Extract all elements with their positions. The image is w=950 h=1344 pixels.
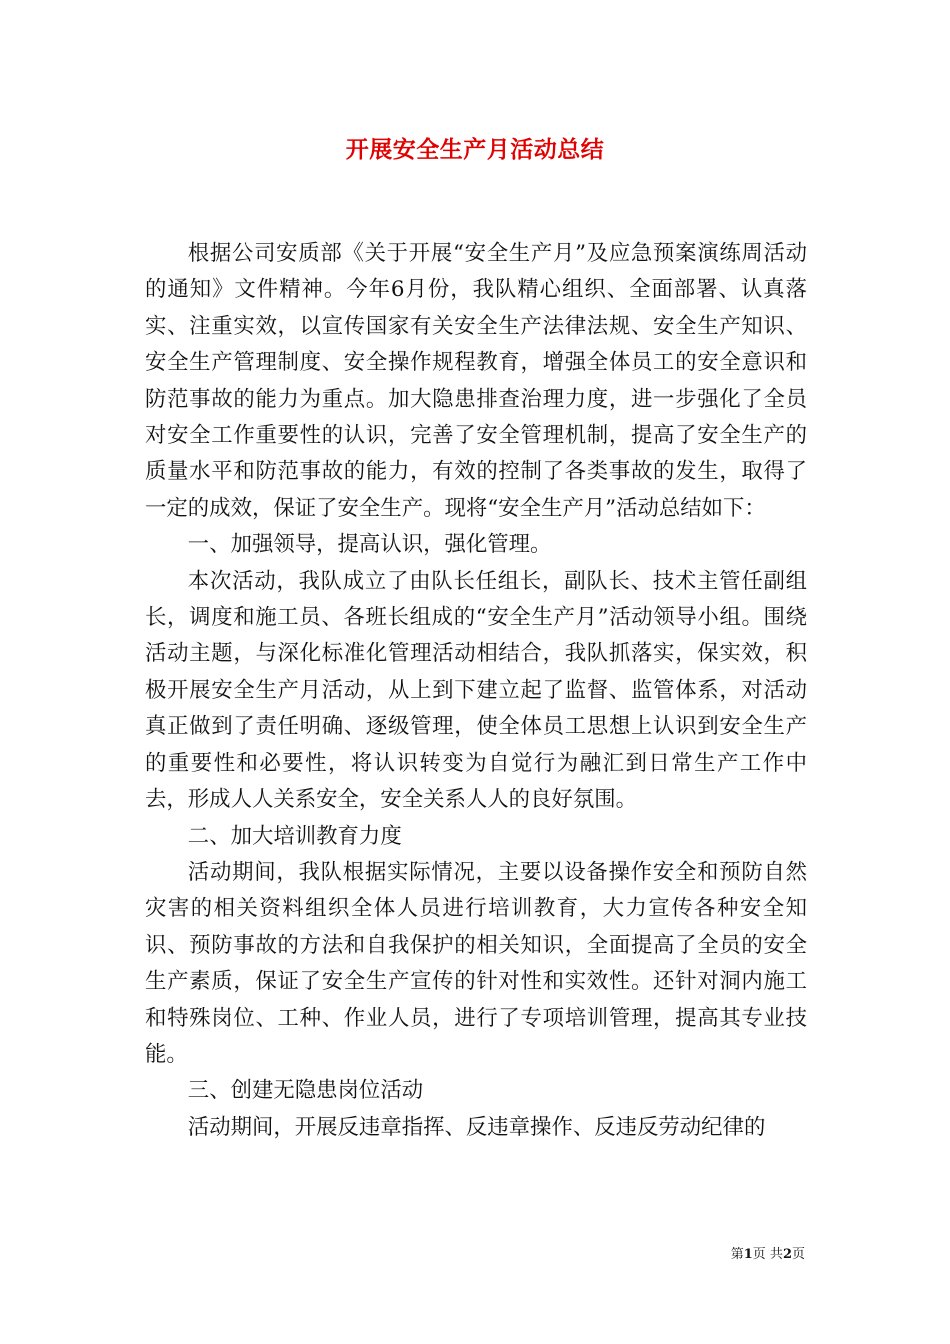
page-prefix: 第 bbox=[730, 1247, 744, 1262]
page-middle: 页 共 bbox=[752, 1247, 783, 1262]
section-heading-2: 二、加大培训教育力度 bbox=[187, 823, 402, 849]
document-body bbox=[145, 236, 807, 1146]
page-number-footer bbox=[731, 1246, 805, 1264]
section-heading-3: 三、创建无隐患岗位活动 bbox=[187, 1078, 424, 1104]
section-heading-1: 一、加强领导，提高认识，强化管理。 bbox=[187, 532, 552, 558]
section-paragraph-3: 活动期间，开展反违章指挥、反违章操作、反违反劳动纪律的 bbox=[187, 1114, 766, 1140]
intro-paragraph: 根据公司安质部《关于开展“安全生产月”及应急预案演练周活动的通知》文件精神。今年6月份，我队精心组织、全面部署、认真落实、注重实效，以宣传国家有关安全生产法律法规、安全生产知识、安全生产管理制度、安全操作规程教育，增强全体员工的安全意识和防范事故的能力为重点。加大隐患排查治理力度，进一步强化了全员对安全工作重要性的认识，完善了安全管理机制，提高了安全生产的质量水平和防范事故的能力，有效的控制了各类事故的发生，取得了一定的成效，保证了安全生产。现将“安全生产月”活动总结如下： bbox=[145, 241, 807, 521]
total-page-number: 2 bbox=[782, 1247, 792, 1262]
section-paragraph-1: 本次活动，我队成立了由队长任组长，副队长、技术主管任副组长，调度和施工员、各班长组成的“安全生产月”活动领导小组。围绕活动主题，与深化标准化管理活动相结合，我队抓落实，保实效，积极开展安全生产月活动，从上到下建立起了监督、监管体系，对活动真正做到了责任明确、逐级管理，使全体员工思想上认识到安全生产的重要性和必要性，将认识转变为自觉行为融汇到日常生产工作中去，形成人人关系安全，安全关系人人的良好氛围。 bbox=[145, 568, 807, 813]
section-paragraph-2: 活动期间，我队根据实际情况，主要以设备操作安全和预防自然灾害的相关资料组织全体人员进行培训教育，大力宣传各种安全知识、预防事故的方法和自我保护的相关知识，全面提高了全员的安全生产素质，保证了安全生产宣传的针对性和实效性。还针对洞内施工和特殊岗位、工种、作业人员，进行了专项培训管理，提高其专业技能。 bbox=[145, 859, 807, 1067]
document-title: 开展安全生产月活动总结 bbox=[345, 137, 605, 163]
page-suffix: 页 bbox=[791, 1247, 805, 1262]
current-page-number: 1 bbox=[743, 1247, 753, 1262]
